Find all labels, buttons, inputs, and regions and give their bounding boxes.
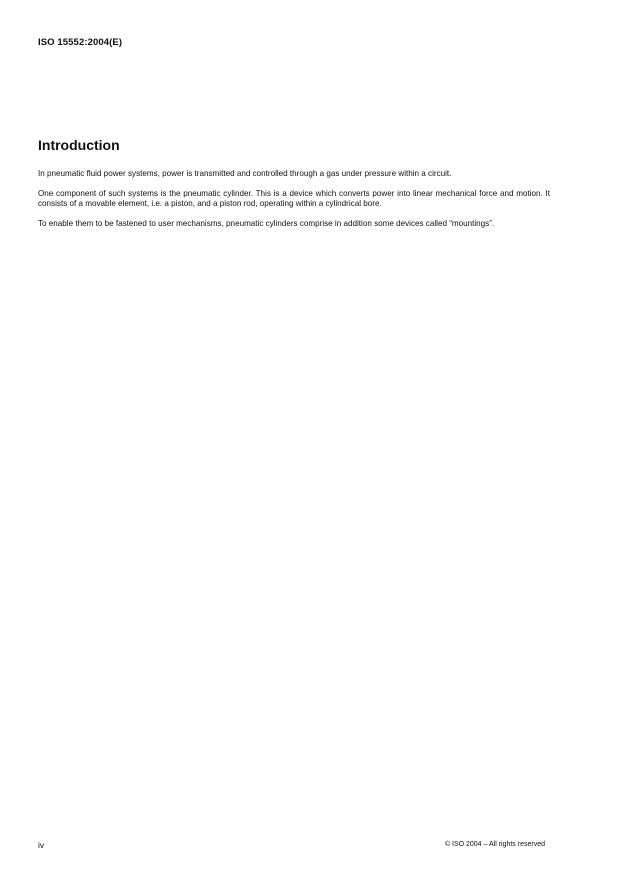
- section-title: Introduction: [38, 137, 120, 153]
- section-body: [38, 169, 550, 239]
- paragraph: One component of such systems is the pneumatic cylinder. This is a device which converts power into linear mechanical force and motion. It consists of a movable element, i.e. a piston, and a piston rod, operating within a cylindrical bore.: [38, 189, 550, 208]
- paragraph: In pneumatic fluid power systems, power is transmitted and controlled through a gas under pressure within a circuit.: [38, 169, 452, 178]
- paragraph: To enable them to be fastened to user mechanisms, pneumatic cylinders comprise in addition some devices called “mountings”.: [38, 219, 495, 228]
- page-number: iv: [38, 840, 45, 850]
- document-header: ISO 15552:2004(E): [38, 37, 123, 48]
- copyright-notice: © ISO 2004 – All rights reserved: [444, 841, 545, 848]
